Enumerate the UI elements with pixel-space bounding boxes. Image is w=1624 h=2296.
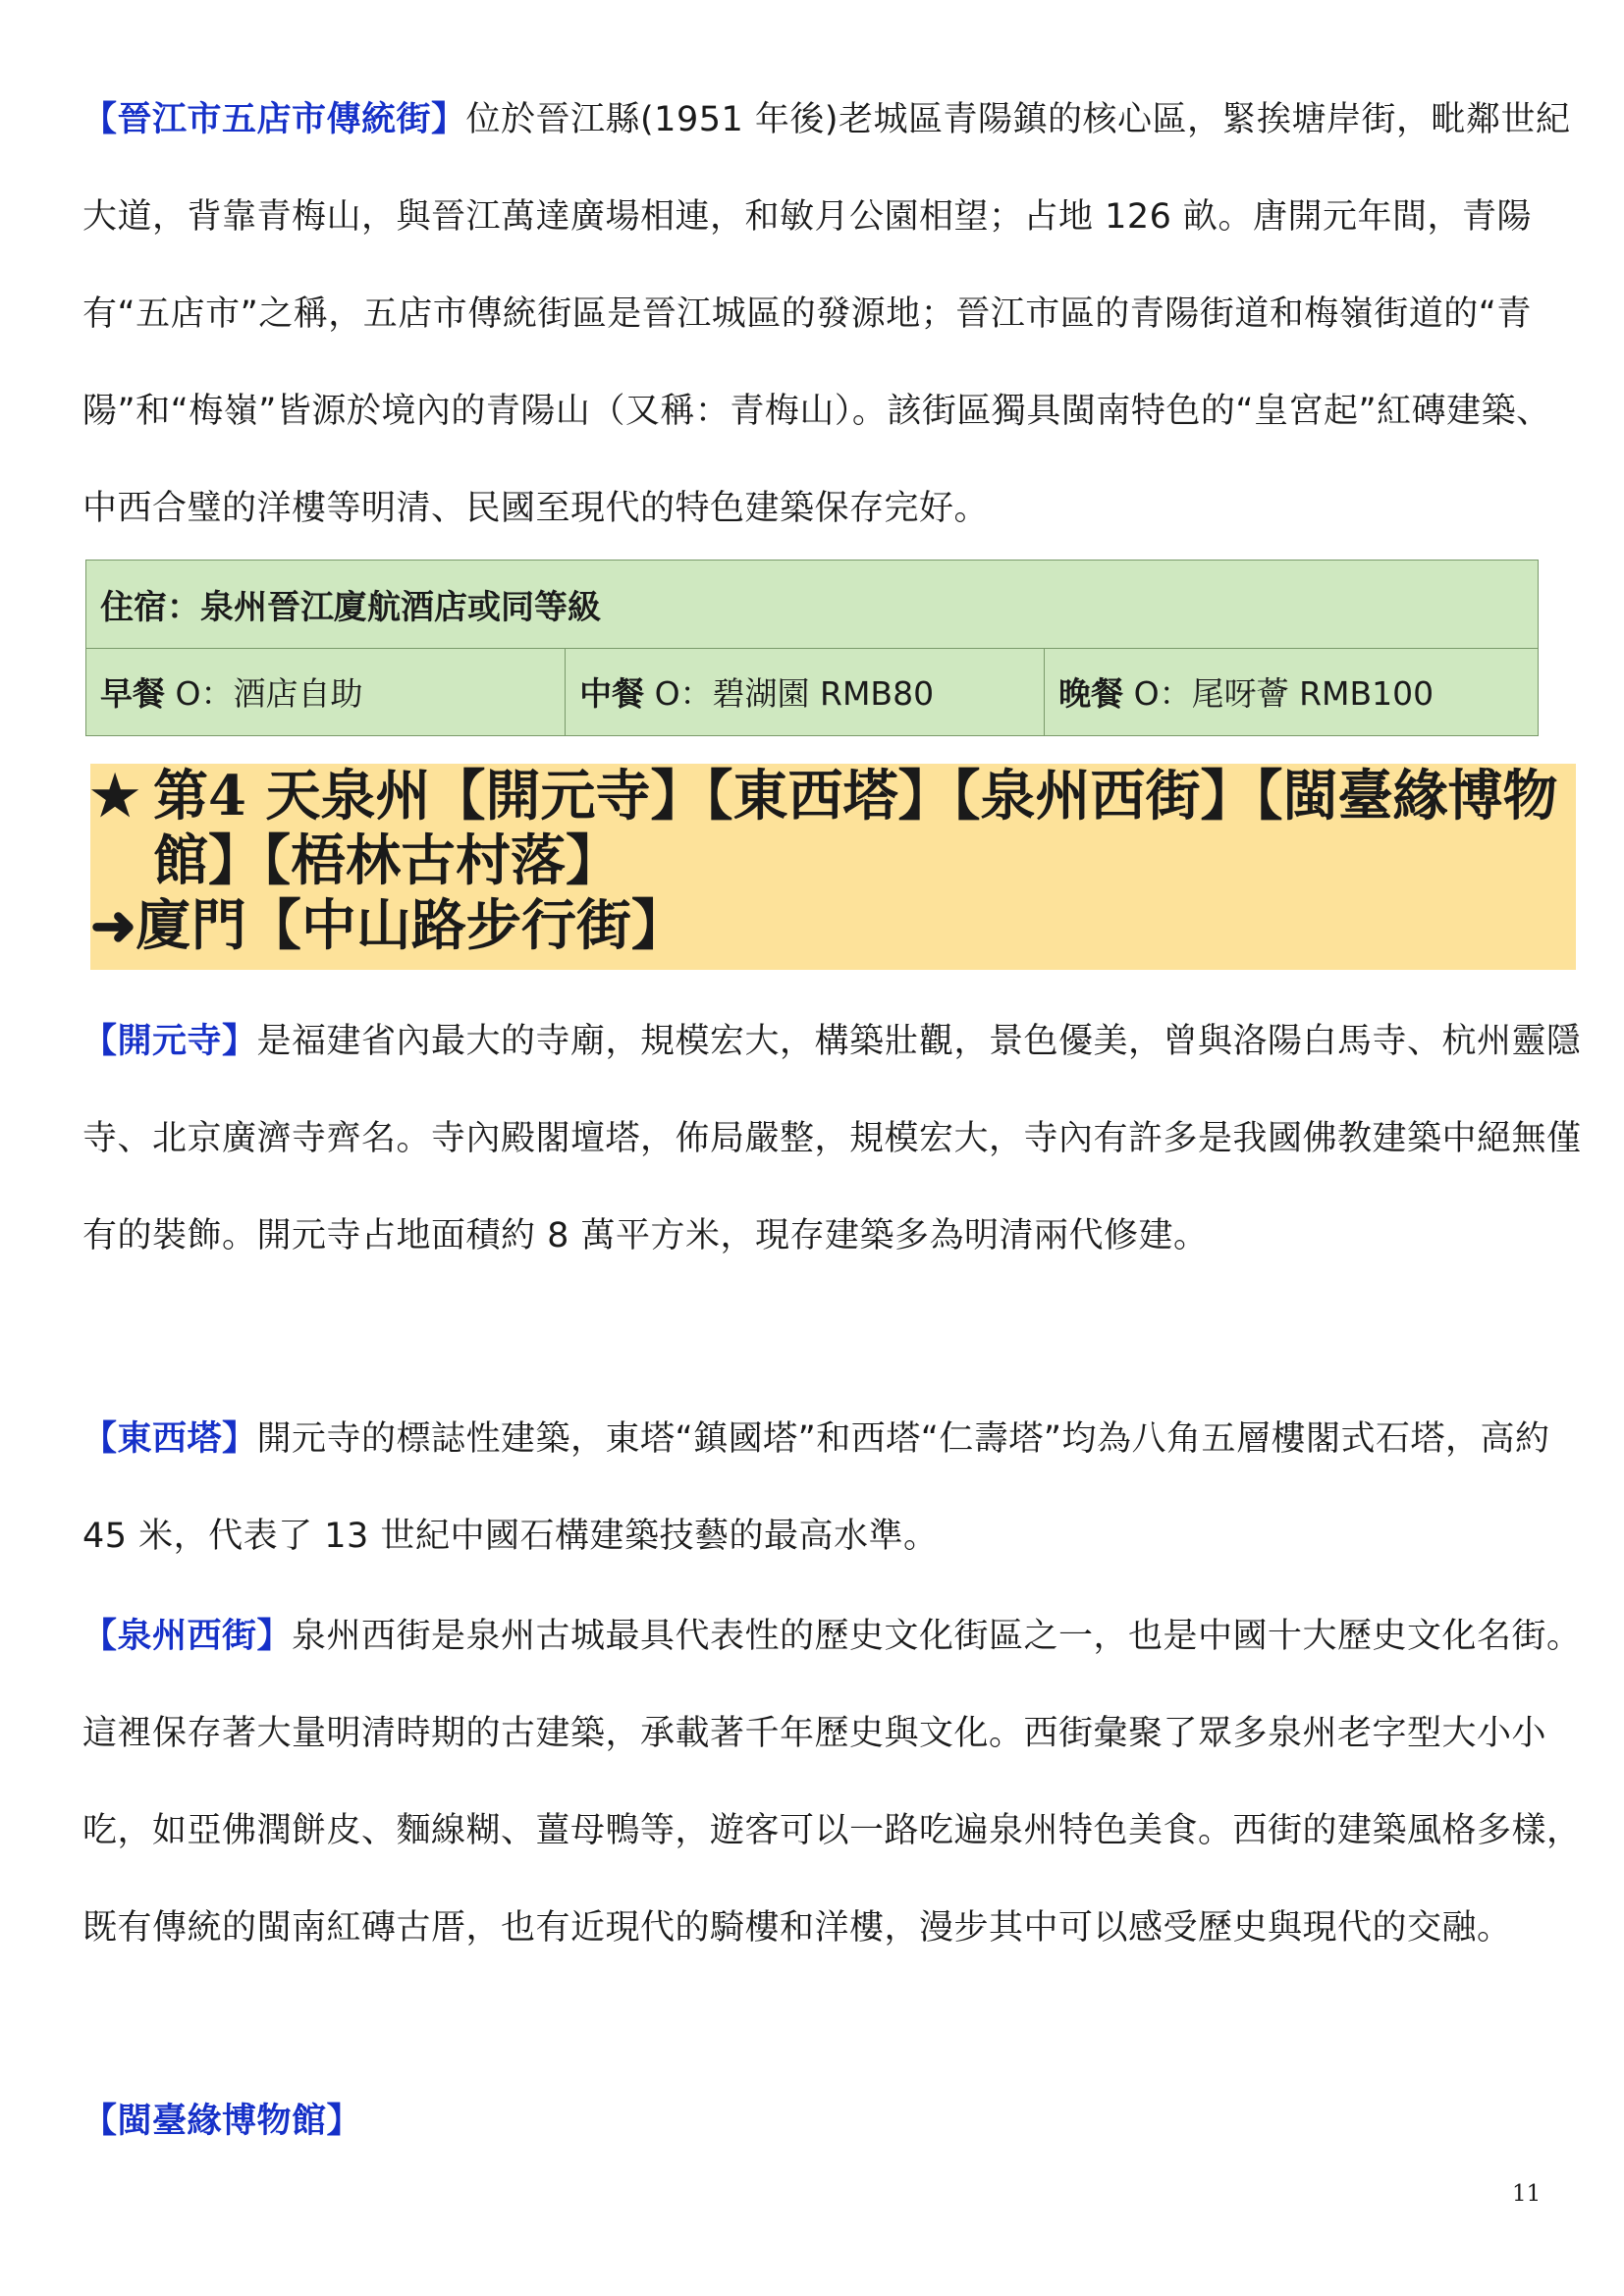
meals-row bbox=[86, 648, 1539, 736]
day-heading-line3: ➜廈門【中山路步行街】 bbox=[90, 893, 686, 958]
keyword-title: 【東西塔】 bbox=[82, 1419, 257, 1459]
hotel-cell: 住宿：泉州晉江廈航酒店或同等級 bbox=[86, 561, 1539, 649]
keyword-title: 【閩臺緣博物館】 bbox=[82, 2102, 362, 2141]
dinner-label: 晚餐 bbox=[1058, 674, 1124, 714]
dinner-cell bbox=[1045, 648, 1539, 736]
keyword-title: 【晉江市五店市傳統街】 bbox=[82, 100, 466, 139]
breakfast-label: 早餐 bbox=[100, 674, 165, 714]
star-icon: ★ bbox=[90, 764, 140, 828]
day-heading bbox=[90, 764, 1576, 958]
breakfast-value: O：酒店自助 bbox=[175, 674, 363, 714]
paragraph-body: 位於晉江縣(1951 年後)老城區青陽鎮的核心區，緊挨塘岸街，毗鄰世紀大道，背靠青梅山，與晉江萬達廣場相連，和敏月公園相望；占地 126 畝。唐開元年間，青陽有“五店市”之稱，五店市傳統街區是晉江城區的發源地；晉江市區的青陽街道和梅嶺街道的“青陽”和“梅嶺”皆源於境內的青陽山（又稱：青梅山）。該街區獨具閩南特色的“皇宮起”紅磚建築、中西合璧的洋樓等明清、民國至現代的特色建築保存完好。 bbox=[82, 100, 1571, 528]
page-number: 11 bbox=[1512, 2181, 1542, 2207]
paragraph-body: 是福建省內最大的寺廟，規模宏大，構築壯觀，景色優美，曾與洛陽白馬寺、杭州靈隱寺、北京廣濟寺齊名。寺內殿閣壇塔，佈局嚴整，規模宏大，寺內有許多是我國佛教建築中絕無僅有的裝飾。開元寺占地面積約 8 萬平方米，現存建築多為明清兩代修建。 bbox=[82, 1022, 1582, 1255]
lunch-label: 中餐 bbox=[579, 674, 645, 714]
day-heading-line1-text: 第4 天泉州【開元寺】【東西塔】【泉州西街】【閩臺緣博物 bbox=[153, 764, 1558, 828]
accommodation-table bbox=[85, 560, 1539, 736]
keyword-title: 【泉州西街】 bbox=[82, 1617, 293, 1656]
paragraph-body: 泉州西街是泉州古城最具代表性的歷史文化街區之一，也是中國十大歷史文化名街。這裡保存著大量明清時期的古建築，承載著千年歷史與文化。西街彙聚了眾多泉州老字型大小小吃，如亞佛潤餅皮、麵線糊、薑母鴨等，遊客可以一路吃遍泉州特色美食。西街的建築風格多樣，既有傳統的閩南紅磚古厝，也有近現代的騎樓和洋樓，漫步其中可以感受歷史與現代的交融。 bbox=[82, 1617, 1582, 1948]
paragraph-quanzhou-west-street bbox=[82, 1588, 1585, 1977]
lunch-value: O：碧湖園 RMB80 bbox=[654, 674, 935, 714]
breakfast-cell bbox=[86, 648, 566, 736]
paragraph-jinjiang-wudianshi bbox=[82, 72, 1585, 558]
dinner-value: O：尾呀薈 RMB100 bbox=[1133, 674, 1435, 714]
day-heading-line2: 館】【梧林古村落】 bbox=[153, 828, 621, 893]
lunch-cell bbox=[566, 648, 1045, 736]
day-heading-line1 bbox=[90, 764, 1576, 828]
paragraph-mintaiyuan-museum bbox=[82, 2073, 1585, 2170]
paragraph-body: 開元寺的標誌性建築，東塔“鎮國塔”和西塔“仁壽塔”均為八角五層樓閣式石塔，高約 45 米，代表了 13 世紀中國石構建築技藝的最高水準。 bbox=[82, 1419, 1550, 1556]
accommodation-row bbox=[86, 561, 1539, 649]
paragraph-east-west-towers bbox=[82, 1391, 1585, 1585]
keyword-title: 【開元寺】 bbox=[82, 1022, 257, 1061]
paragraph-kaiyuan-temple bbox=[82, 993, 1585, 1285]
